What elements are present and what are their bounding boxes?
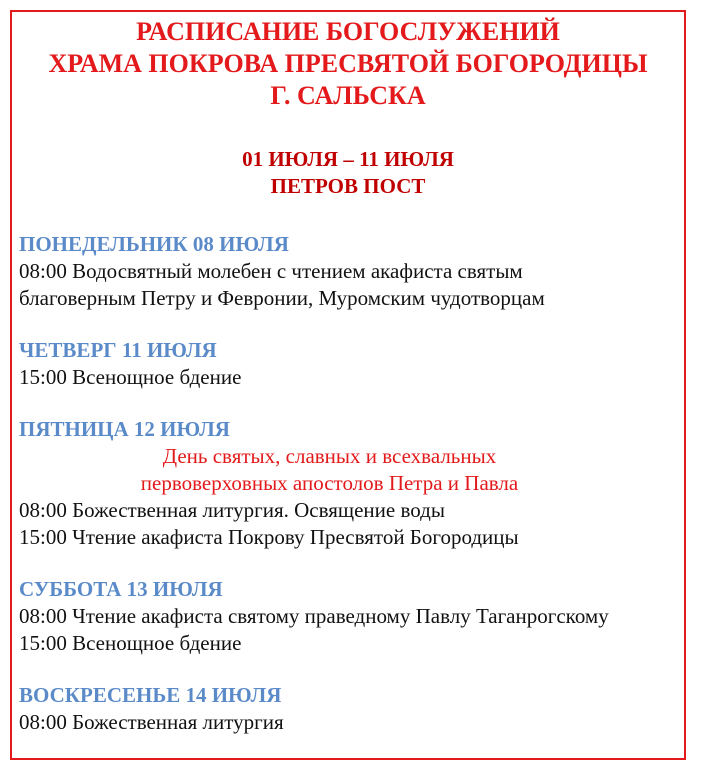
day-title: ПЯТНИЦА 12 ИЮЛЯ <box>19 417 230 441</box>
day-saturday <box>19 576 680 657</box>
day-title: ПОНЕДЕЛЬНИК 08 ИЮЛЯ <box>19 232 289 256</box>
service-entry: 15:00 Всенощное бдение <box>19 631 242 655</box>
service-entry: 08:00 Божественная литургия. Освящение воды <box>19 498 445 522</box>
feast-name: День святых, славных и всехвальных <box>162 444 497 468</box>
service-entry: благоверным Петру и Февронии, Муромским чудотворцам <box>19 286 545 310</box>
service-entry: 08:00 Чтение акафиста святому праведному Павлу Таганрогскому <box>19 604 609 628</box>
schedule-frame <box>10 10 686 760</box>
day-title: ЧЕТВЕРГ 11 ИЮЛЯ <box>19 338 217 362</box>
title-line-3: Г. САЛЬСКА <box>270 81 426 110</box>
period-fast: ПЕТРОВ ПОСТ <box>270 174 426 198</box>
day-title: СУББОТА 13 ИЮЛЯ <box>19 577 223 601</box>
period-dates: 01 ИЮЛЯ – 11 ИЮЛЯ <box>242 147 454 171</box>
day-thursday <box>19 337 680 391</box>
day-friday <box>19 416 680 551</box>
schedule-content <box>19 231 680 736</box>
feast-name: первоверховных апостолов Петра и Павла <box>140 471 519 495</box>
service-entry: 08:00 Божественная литургия <box>19 710 284 734</box>
title-line-2: ХРАМА ПОКРОВА ПРЕСВЯТОЙ БОГОРОДИЦЫ <box>48 49 648 78</box>
service-entry: 15:00 Всенощное бдение <box>19 365 242 389</box>
schedule-title <box>12 16 684 112</box>
service-entry: 08:00 Водосвятный молебен с чтением акафиста святым <box>19 259 523 283</box>
period-block <box>12 146 684 200</box>
day-monday <box>19 231 680 312</box>
day-sunday <box>19 682 680 736</box>
service-entry: 15:00 Чтение акафиста Покрову Пресвятой Богородицы <box>19 525 519 549</box>
day-title: ВОСКРЕСЕНЬЕ 14 ИЮЛЯ <box>19 683 282 707</box>
title-line-1: РАСПИСАНИЕ БОГОСЛУЖЕНИЙ <box>136 17 560 46</box>
